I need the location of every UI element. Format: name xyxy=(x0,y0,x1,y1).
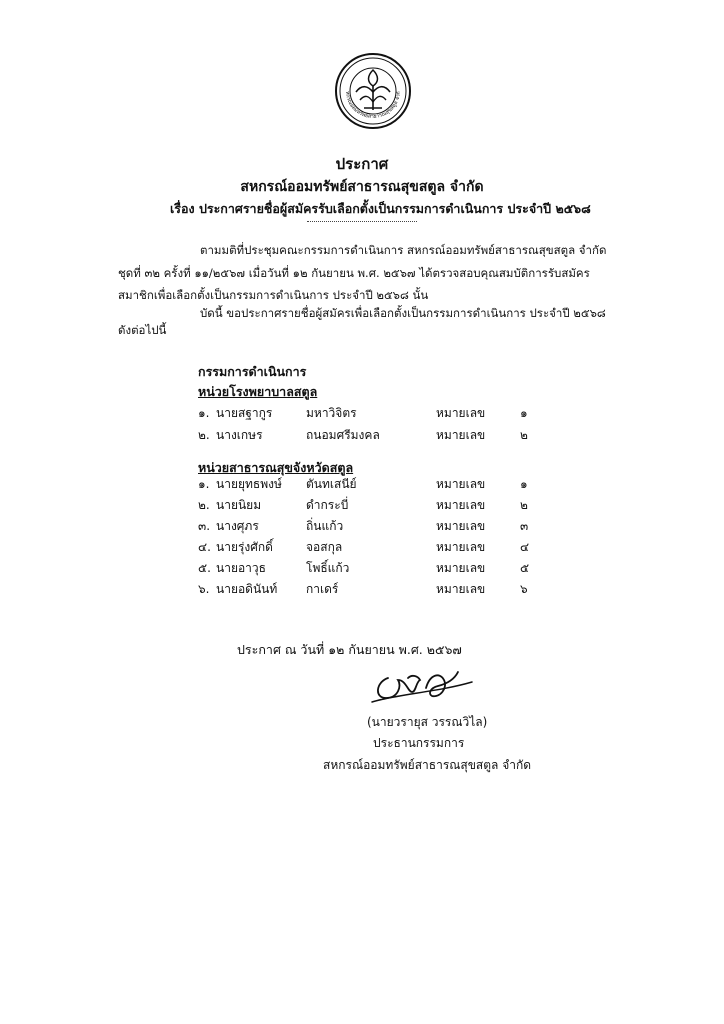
candidate-last-name: กาเดร์ xyxy=(306,582,339,596)
candidate-row xyxy=(198,475,558,495)
candidate-row xyxy=(198,559,558,579)
announcement-date: ประกาศ ณ วันที่ ๑๒ กันยายน พ.ศ. ๒๕๖๗ xyxy=(237,642,462,657)
cooperative-seal-icon xyxy=(334,52,412,130)
candidate-index: ๔. xyxy=(198,540,211,554)
paragraph-1-line-1: ตามมติที่ประชุมคณะกรรมการดำเนินการ สหกรณ์ออมทรัพย์สาธารณสุขสตูล จำกัด xyxy=(200,243,607,257)
candidate-index: ๖. xyxy=(198,582,210,596)
candidate-first-name: นายนิยม xyxy=(216,498,262,512)
candidate-last-name: โพธิ์แก้ว xyxy=(306,561,350,575)
candidate-row xyxy=(198,538,558,558)
candidate-row xyxy=(198,426,558,446)
candidate-last-name: จอสกุล xyxy=(306,540,343,554)
group-heading: หน่วยสาธารณสุขจังหวัดสตูล xyxy=(198,460,354,475)
candidate-first-name: นายสฐากูร xyxy=(216,406,273,420)
number-label: หมายเลข xyxy=(436,498,486,512)
candidate-first-name: นางเกษร xyxy=(216,428,263,442)
candidate-first-name: นายอดินันท์ xyxy=(216,582,278,596)
svg-text:สหกรณ์ออมทรัพย์สาธารณสุขสตูล จ: หกรณ์ออมทรัพย์สาธารณสุขสตูล จำกั xyxy=(343,90,403,121)
paragraph-1-line-2: ชุดที่ ๓๒ ครั้งที่ ๑๑/๒๕๖๗ เมื่อวันที่ ๑๒ กันยายน พ.ศ. ๒๕๖๗ ได้ตรวจสอบคุณสมบัติการรับสมัคร xyxy=(118,266,590,280)
candidate-first-name: นายยุทธพงษ์ xyxy=(216,477,282,491)
dotted-divider xyxy=(307,221,417,222)
signature-icon xyxy=(368,658,478,708)
candidate-index: ๑. xyxy=(198,406,210,420)
candidate-number: ๑ xyxy=(520,406,528,420)
candidate-number: ๒ xyxy=(520,428,528,442)
candidate-first-name: นางศุภร xyxy=(216,519,259,533)
candidate-last-name: มหาวิจิตร xyxy=(306,406,357,420)
candidate-number: ๑ xyxy=(520,477,528,491)
candidate-last-name: ถนอมศรีมงคล xyxy=(306,428,380,442)
number-label: หมายเลข xyxy=(436,519,486,533)
candidate-number: ๔ xyxy=(520,540,530,554)
signer-position: ประธานกรรมการ xyxy=(373,736,465,750)
candidate-index: ๓. xyxy=(198,519,211,533)
number-label: หมายเลข xyxy=(436,582,486,596)
signer-name: (นายวรายุส วรรณวิไล) xyxy=(367,715,488,729)
candidate-row xyxy=(198,404,558,424)
candidate-row xyxy=(198,496,558,516)
subject-line: เรื่อง ประกาศรายชื่อผู้สมัครรับเลือกตั้งเป็นกรรมการดำเนินการ ประจำปี ๒๕๖๘ xyxy=(170,201,591,216)
document-title: ประกาศ xyxy=(335,155,389,173)
candidate-last-name: ดำกระบี่ xyxy=(306,498,349,512)
candidate-number: ๖ xyxy=(520,582,528,596)
candidate-number: ๒ xyxy=(520,498,528,512)
signer-organization: สหกรณ์ออมทรัพย์สาธารณสุขสตูล จำกัด xyxy=(323,758,532,772)
number-label: หมายเลข xyxy=(436,561,486,575)
candidate-index: ๑. xyxy=(198,477,210,491)
candidate-number: ๓ xyxy=(520,519,529,533)
number-label: หมายเลข xyxy=(436,428,486,442)
section-title: กรรมการดำเนินการ xyxy=(198,364,307,379)
paragraph-1-line-3: สมาชิกเพื่อเลือกตั้งเป็นกรรมการดำเนินการ ประจำปี ๒๕๖๘ นั้น xyxy=(118,288,429,302)
number-label: หมายเลข xyxy=(436,477,486,491)
organization-name: สหกรณ์ออมทรัพย์สาธารณสุขสตูล จำกัด xyxy=(240,179,484,195)
paragraph-2-line-2: ดังต่อไปนี้ xyxy=(118,323,167,337)
candidate-row xyxy=(198,517,558,537)
candidate-index: ๒. xyxy=(198,498,210,512)
candidate-index: ๒. xyxy=(198,428,210,442)
candidate-first-name: นายรุ่งศักดิ์ xyxy=(216,540,273,554)
candidate-last-name: ถิ่นแก้ว xyxy=(306,519,344,533)
candidate-last-name: ตันทเสนีย์ xyxy=(306,477,357,491)
group-heading: หน่วยโรงพยาบาลสตูล xyxy=(198,384,318,399)
paragraph-2-line-1: บัดนี้ ขอประกาศรายชื่อผู้สมัครเพื่อเลือกตั้งเป็นกรรมการดำเนินการ ประจำปี ๒๕๖๘ xyxy=(200,306,606,320)
candidate-row xyxy=(198,580,558,600)
candidate-index: ๕. xyxy=(198,561,211,575)
number-label: หมายเลข xyxy=(436,406,486,420)
number-label: หมายเลข xyxy=(436,540,486,554)
candidate-first-name: นายอาวุธ xyxy=(216,561,266,575)
candidate-number: ๕ xyxy=(520,561,530,575)
